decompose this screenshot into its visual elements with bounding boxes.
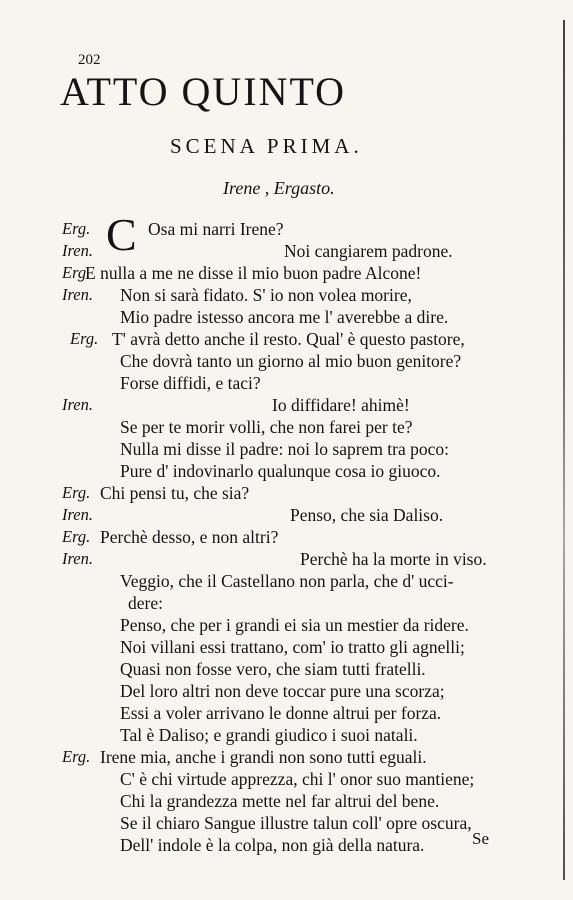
speaker-label: Erg. — [70, 329, 99, 348]
verse-line: Nulla mi disse il padre: noi lo saprem tra poco: — [120, 439, 450, 459]
verse-line: Perchè ha la morte in viso. — [300, 549, 487, 569]
verse-line: Che dovrà tanto un giorno al mio buon genitore? — [120, 351, 462, 371]
verse-line: Non si sarà fidato. S' io non volea morire, — [120, 285, 412, 305]
speaker-label: Erg. — [62, 747, 91, 766]
verse-line: Chi pensi tu, che sia? — [100, 483, 250, 503]
verse-line: Se per te morir volli, che non farei per te? — [120, 417, 413, 437]
speaker-label: Iren. — [62, 395, 94, 414]
verse-line: Essi a voler arrivano le donne altrui per forza. — [120, 703, 442, 723]
verse-line: Penso, che sia Daliso. — [290, 505, 444, 525]
verse-line: Tal è Daliso; e grandi giudico i suoi natali. — [120, 725, 418, 745]
speaker-label: Iren. — [62, 241, 94, 260]
page-edge — [563, 20, 565, 880]
characters-heading: Irene , Ergasto. — [223, 178, 335, 198]
verse-line: T' avrà detto anche il resto. Qual' è questo pastore, — [112, 329, 465, 349]
speaker-label: Iren. — [62, 505, 94, 524]
verse-line: Pure d' indovinarlo qualunque cosa io giuoco. — [120, 461, 441, 481]
verse-line: dere: — [128, 593, 163, 613]
verse-line: C' è chi virtude apprezza, chi l' onor suo mantiene; — [120, 769, 475, 789]
verse-line: Mio padre istesso ancora me l' averebbe a dire. — [120, 307, 449, 327]
scene-title: SCENA PRIMA. — [170, 134, 363, 158]
verse-line: Irene mia, anche i grandi non sono tutti eguali. — [100, 747, 427, 767]
verse-line: Del loro altri non deve toccar pure una scorza; — [120, 681, 445, 701]
verse-line: Io diffidare! ahimè! — [272, 395, 410, 415]
catchword: Se — [472, 829, 489, 848]
verse-line: Osa mi narri Irene? — [148, 219, 284, 239]
speaker-label: Erg. — [62, 263, 91, 282]
verse-line: Forse diffidi, e taci? — [120, 373, 261, 393]
verse-line: Veggio, che il Castellano non parla, che d' ucci- — [120, 571, 454, 591]
speaker-label: Iren. — [62, 549, 94, 568]
drop-cap: C — [106, 209, 137, 260]
speaker-label: Erg. — [62, 483, 91, 502]
verse-line: Noi villani essi trattano, com' io tratto gli agnelli; — [120, 637, 465, 657]
speaker-label: Iren. — [62, 285, 94, 304]
speaker-label: Erg. — [62, 219, 91, 238]
verse-line: Se il chiaro Sangue illustre talun coll' opre oscura, — [120, 813, 472, 833]
verse-line: E nulla a me ne disse il mio buon padre Alcone! — [85, 263, 422, 283]
page-number: 202 — [78, 52, 101, 68]
verse-line: Perchè desso, e non altri? — [100, 527, 279, 547]
speaker-label: Erg. — [62, 527, 91, 546]
verse-line: Chi la grandezza mette nel far altrui del bene. — [120, 791, 440, 811]
act-title: ATTO QUINTO — [60, 69, 347, 114]
verse-line: Dell' indole è la colpa, non già della natura. — [120, 835, 425, 855]
verse-line: Penso, che per i grandi ei sia un mestier da ridere. — [120, 615, 469, 635]
verse-line: Noi cangiarem padrone. — [284, 241, 453, 261]
verse-line: Quasi non fosse vero, che siam tutti fratelli. — [120, 659, 426, 679]
